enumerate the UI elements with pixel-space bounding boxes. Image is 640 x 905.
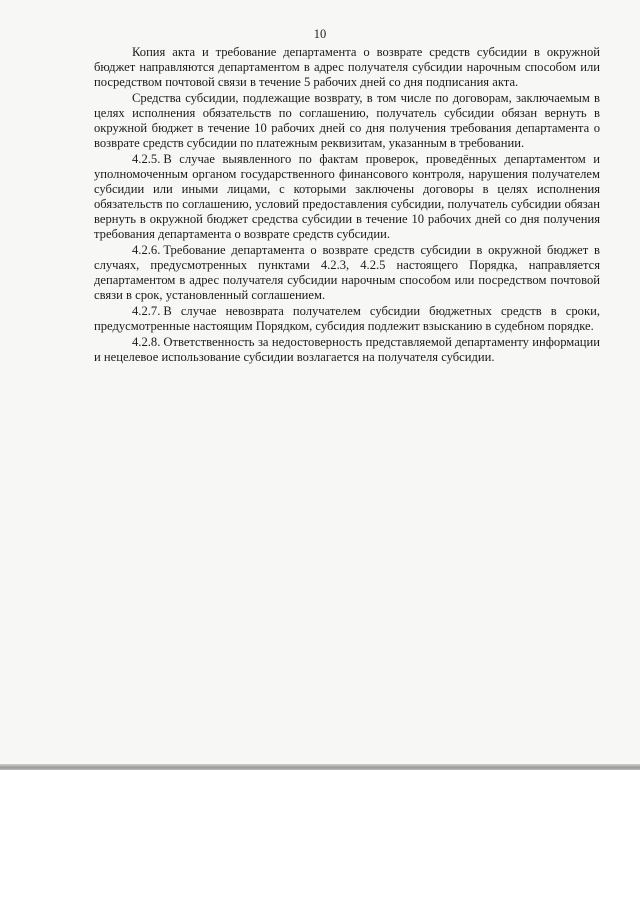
paragraph-4-2-8 [94, 335, 600, 365]
paragraph-4-2-7 [94, 304, 600, 334]
paragraph-text: В случае невозврата получателем субсидии бюджетных средств в сроки, предусмотренные настоящим Порядком, субсидия подлежит взысканию в судебном порядке. [94, 304, 600, 333]
paragraph-refund-funds [94, 91, 600, 151]
clause-number: 4.2.8. [132, 335, 161, 349]
document-body [94, 45, 600, 366]
clause-number: 4.2.7. [132, 304, 161, 318]
paragraph-text: Требование департамента о возврате средств субсидии в окружной бюджет в случаях, предусмотренных пунктами 4.2.3, 4.2.5 настоящего Порядка, направляется департаментом в адрес получателя субсидии нарочным способом или посредством почтовой связи в срок, установленный соглашением. [94, 243, 600, 302]
paragraph-text: Копия акта и требование департамента о возврате средств субсидии в окружной бюджет направляются департаментом в адрес получателя субсидии нарочным способом или посредством почтовой связи в течение 5 рабочих дней со дня подписания акта. [94, 45, 600, 89]
scan-edge-divider [0, 764, 640, 770]
clause-number: 4.2.6. [132, 243, 161, 257]
paragraph-act-copy [94, 45, 600, 90]
paragraph-text: Ответственность за недостоверность представляемой департаменту информации и нецелевое использование субсидии возлагается на получателя субсидии. [94, 335, 600, 364]
clause-number: 4.2.5. [132, 152, 161, 166]
paragraph-text: В случае выявленного по фактам проверок, проведённых департаментом и уполномоченным органом государственного финансового контроля, нарушения получателем субсидии или иными лицами, с которыми заключены договоры в целях исполнения обязательств по соглашению, условий предоставления субсидии, получатель субсидии обязан вернуть в окружной бюджет средства субсидии в течение 10 рабочих дней со дня получения требования департамента о возврате средств субсидии. [94, 152, 600, 241]
paragraph-text: Средства субсидии, подлежащие возврату, в том числе по договорам, заключаемым в целях исполнения обязательств по соглашению, получатель субсидии обязан вернуть в окружной бюджет в течение 10 рабочих дней со дня получения требования департамента о возврате средств субсидии по платежным реквизитам, указанным в требовании. [94, 91, 600, 150]
page-number: 10 [313, 27, 327, 41]
paragraph-4-2-5 [94, 152, 600, 242]
paragraph-4-2-6 [94, 243, 600, 303]
